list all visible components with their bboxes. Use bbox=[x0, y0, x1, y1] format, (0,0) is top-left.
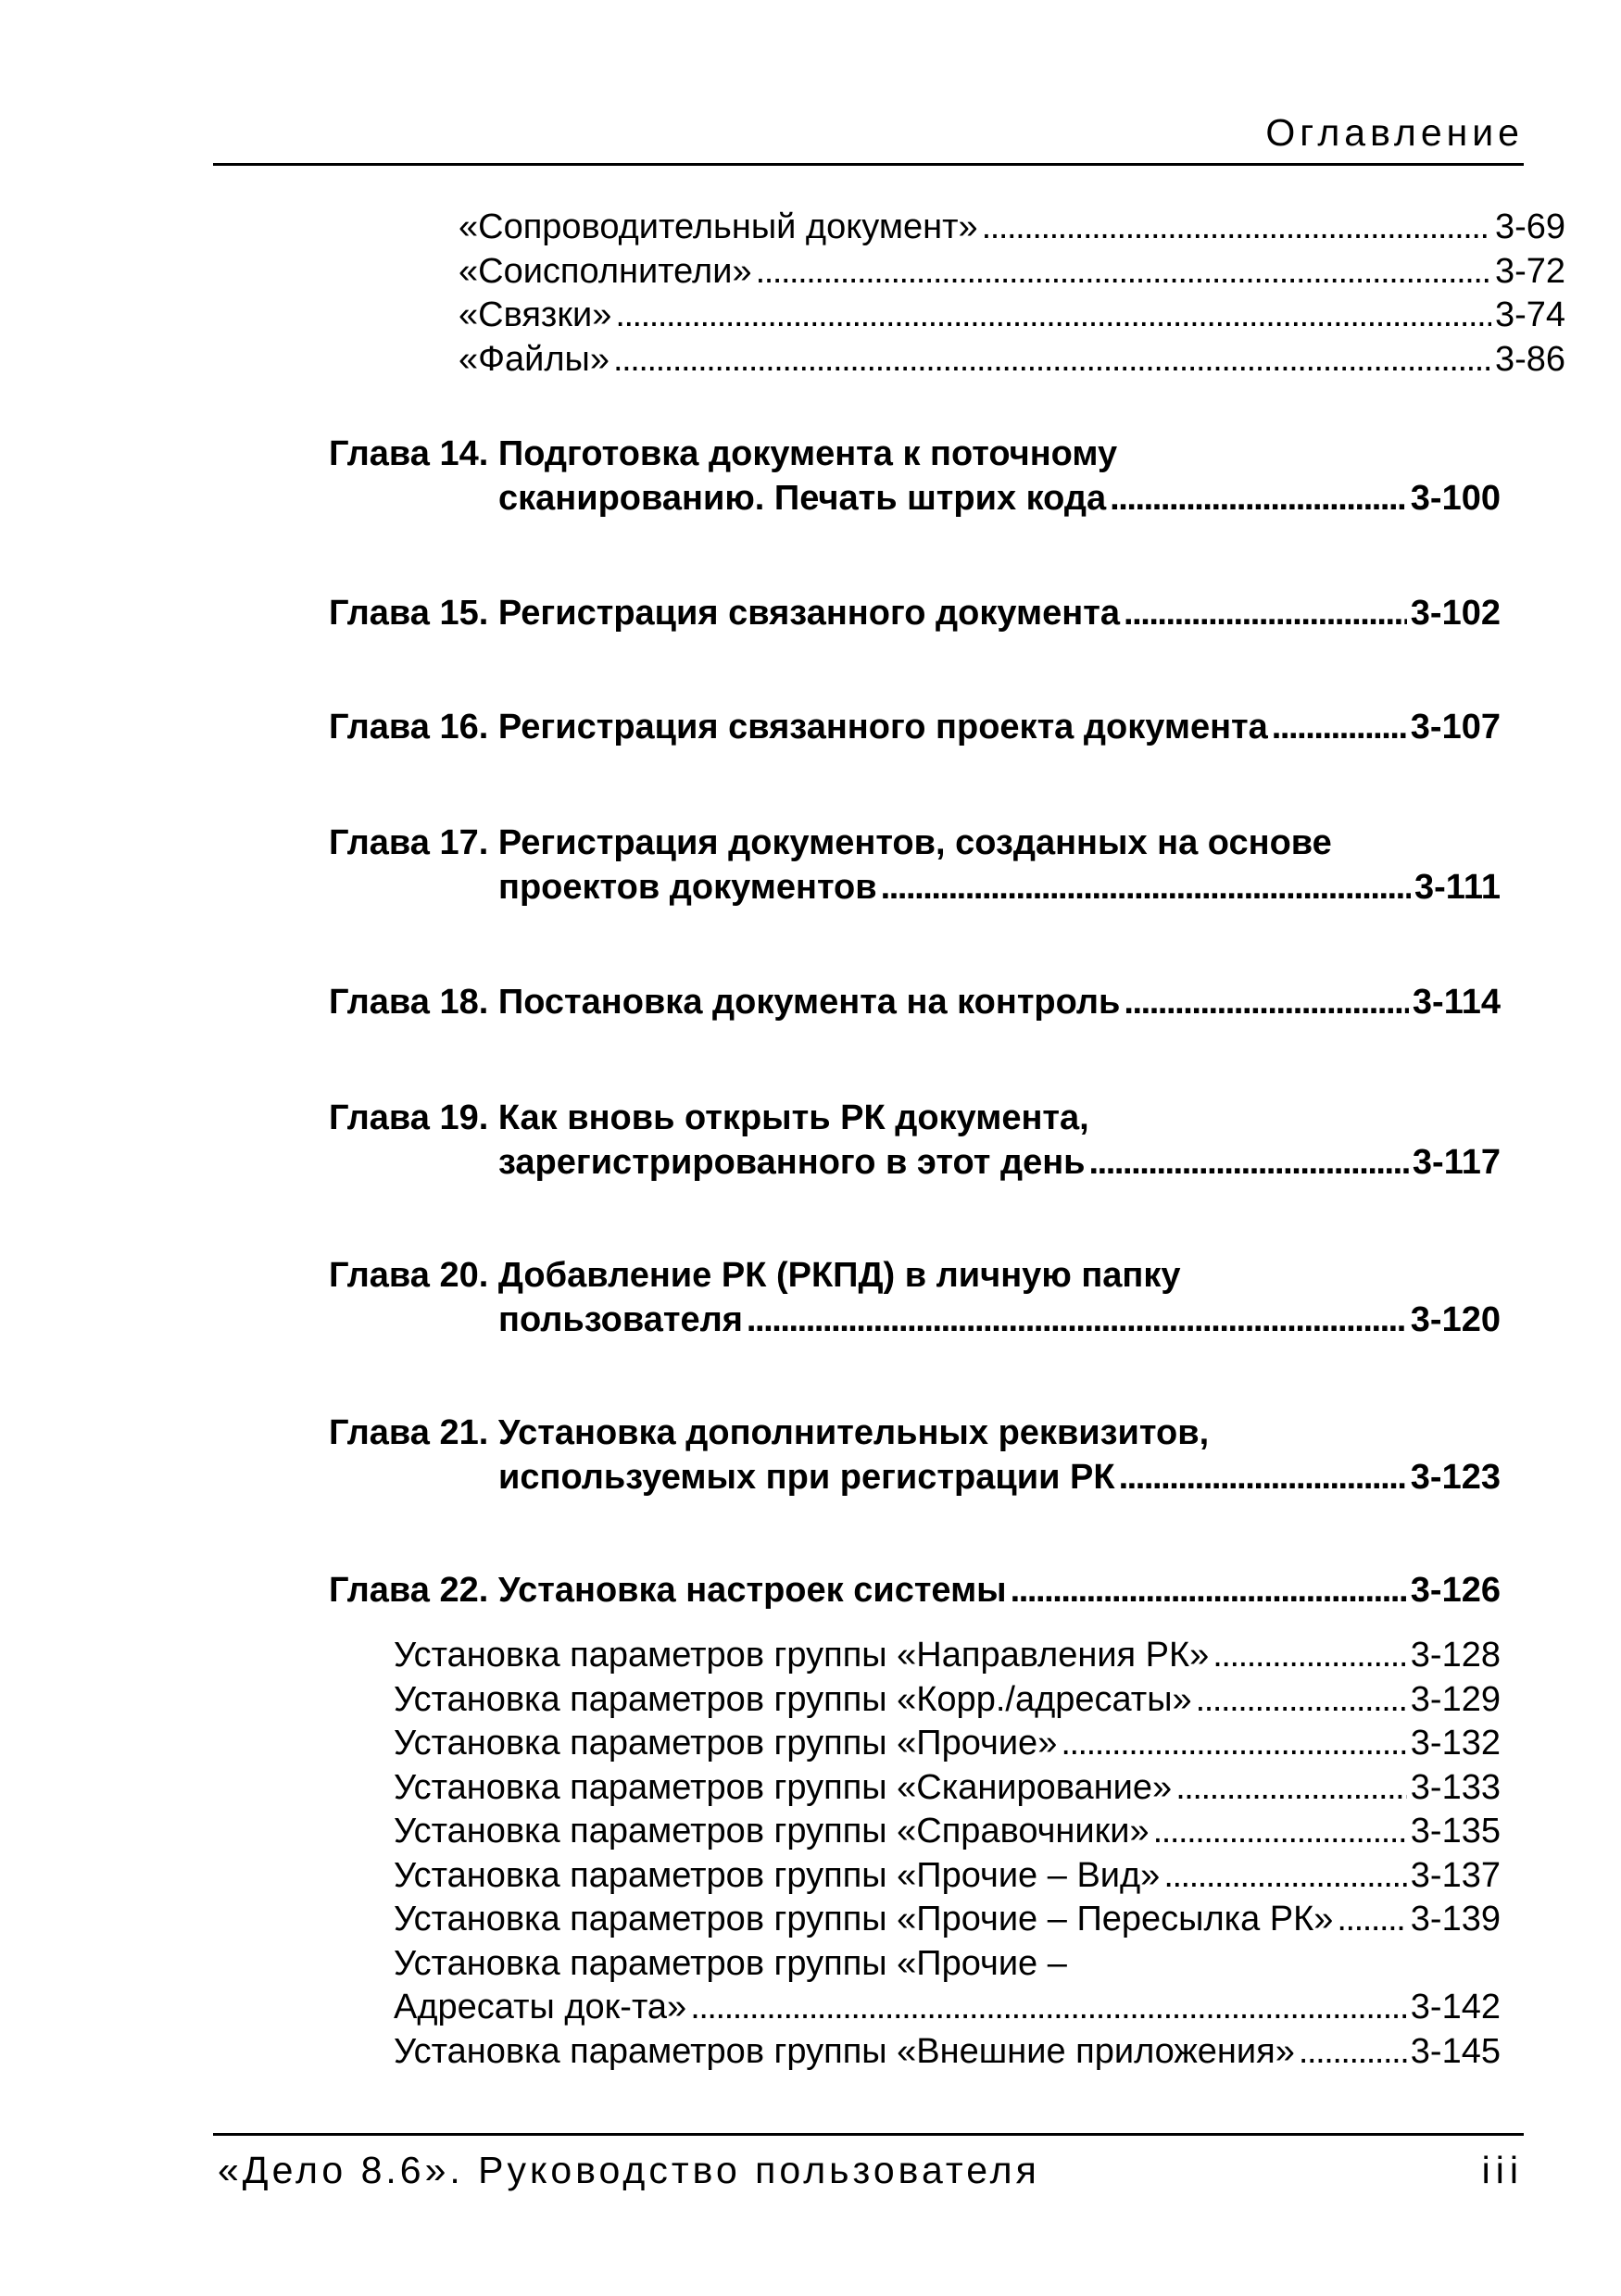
toc-entry[interactable] bbox=[459, 250, 1565, 295]
leader-dots bbox=[1124, 981, 1409, 1025]
toc-entry-text: «Связки» bbox=[459, 295, 612, 334]
chapter-title-line2: используемых при регистрации РК bbox=[498, 1457, 1115, 1497]
toc-entry-text: «Сопроводительный документ» bbox=[459, 207, 978, 246]
toc-entry[interactable] bbox=[459, 294, 1565, 338]
toc-entry-text: Установка параметров группы «Прочие – Пересылка РК» bbox=[394, 1900, 1334, 1938]
page-header bbox=[213, 109, 1524, 166]
toc-entry-page: 3-69 bbox=[1494, 207, 1565, 246]
leader-dots bbox=[1153, 1810, 1407, 1854]
toc-entry-page: 3-145 bbox=[1410, 2031, 1501, 2071]
toc-entry-text: Установка параметров группы «Направления РК» bbox=[394, 1636, 1210, 1675]
chapter-label: Глава 18. bbox=[329, 983, 489, 1022]
leader-dots bbox=[615, 294, 1491, 338]
chapter-page: 3-114 bbox=[1412, 983, 1501, 1022]
chapter-title-line1: Подготовка документа к поточному bbox=[497, 434, 1118, 473]
toc-chapter-20[interactable] bbox=[329, 1254, 1501, 1342]
footer-title: «Дело 8.6». Руководство пользователя bbox=[218, 2149, 1040, 2191]
toc-entry[interactable] bbox=[394, 2030, 1501, 2075]
leader-dots bbox=[1175, 1766, 1407, 1811]
footer-page-number: iii bbox=[1481, 2149, 1524, 2191]
leader-dots bbox=[1061, 1722, 1406, 1766]
chapter-page: 3-117 bbox=[1412, 1142, 1501, 1182]
toc-chapter-19[interactable] bbox=[329, 1097, 1501, 1185]
chapter-label: Глава 20. bbox=[329, 1256, 489, 1295]
toc-entry[interactable] bbox=[459, 338, 1565, 383]
chapter-title-line1: Регистрация документов, созданных на основе bbox=[497, 823, 1332, 862]
toc-entry-text: Установка параметров группы «Корр./адресаты» bbox=[394, 1679, 1192, 1719]
toc-entry-text: Установка параметров группы «Прочие» bbox=[394, 1724, 1058, 1763]
chapter-label: Глава 21. bbox=[329, 1413, 489, 1452]
toc-entry-page: 3-132 bbox=[1410, 1724, 1501, 1763]
toc-entry-text: Установка параметров группы «Сканирование» bbox=[394, 1767, 1173, 1807]
chapter-title-line1: Установка настроек системы bbox=[497, 1571, 1007, 1610]
toc-entry-page: 3-135 bbox=[1410, 1812, 1501, 1851]
toc-entry-page: 3-139 bbox=[1410, 1900, 1501, 1938]
leader-dots bbox=[1089, 1141, 1409, 1186]
chapter-label: Глава 14. bbox=[329, 434, 489, 473]
chapter-label: Глава 15. bbox=[329, 594, 489, 633]
chapter-22-subentries bbox=[394, 1634, 1501, 2074]
toc-entry-page: 3-128 bbox=[1410, 1636, 1501, 1675]
leader-dots bbox=[1011, 1569, 1407, 1613]
toc-chapter-15[interactable] bbox=[329, 592, 1501, 636]
leader-dots bbox=[690, 1986, 1407, 2030]
toc-entry-page: 3-72 bbox=[1494, 251, 1565, 291]
leader-dots bbox=[1337, 1898, 1406, 1942]
chapter-title-line1: Как вновь открыть РК документа, bbox=[497, 1098, 1089, 1137]
leader-dots bbox=[1272, 706, 1407, 750]
toc-entry[interactable] bbox=[394, 1854, 1501, 1899]
toc-entry-text: Установка параметров группы «Справочники» bbox=[394, 1812, 1150, 1851]
toc-entry[interactable] bbox=[459, 206, 1565, 250]
toc-entry[interactable] bbox=[394, 1810, 1501, 1854]
leader-dots bbox=[1163, 1854, 1406, 1899]
leader-dots bbox=[613, 338, 1491, 383]
leader-dots bbox=[881, 866, 1411, 910]
toc-entry-wrapped[interactable] bbox=[394, 1942, 1501, 2030]
toc-chapter-22[interactable] bbox=[329, 1569, 1501, 1613]
leader-dots bbox=[1110, 477, 1407, 521]
toc-entry-text: Установка параметров группы «Прочие – Вид» bbox=[394, 1855, 1161, 1895]
chapter-title-line1: Постановка документа на контроль bbox=[497, 983, 1121, 1022]
leader-dots bbox=[1299, 2030, 1407, 2075]
leader-dots bbox=[1213, 1634, 1407, 1678]
chapter-page: 3-107 bbox=[1410, 708, 1501, 747]
toc-entry-text-line1: Установка параметров группы «Прочие – bbox=[394, 1943, 1067, 1983]
chapter-title-line2: зарегистрированного в этот день bbox=[498, 1142, 1086, 1182]
leader-dots bbox=[1196, 1678, 1407, 1723]
toc-entry[interactable] bbox=[394, 1722, 1501, 1766]
chapter-title-line1: Регистрация связанного проекта документа bbox=[497, 708, 1268, 747]
toc-entry[interactable] bbox=[394, 1766, 1501, 1811]
toc-entry-page: 3-74 bbox=[1494, 295, 1565, 334]
toc-entry[interactable] bbox=[394, 1634, 1501, 1678]
chapter-page: 3-111 bbox=[1414, 867, 1501, 907]
leader-dots bbox=[747, 1299, 1407, 1343]
chapter-page: 3-100 bbox=[1410, 478, 1501, 518]
chapter-page: 3-102 bbox=[1410, 594, 1501, 633]
toc-entry-page: 3-133 bbox=[1410, 1767, 1501, 1807]
chapter-title-line2: проектов документов bbox=[498, 867, 877, 907]
chapter-label: Глава 19. bbox=[329, 1098, 489, 1137]
toc-chapter-17[interactable] bbox=[329, 822, 1501, 910]
chapter-title-line2: сканированию. Печать штрих кода bbox=[498, 478, 1107, 518]
toc-entry-page: 3-137 bbox=[1410, 1855, 1501, 1895]
chapter-label: Глава 17. bbox=[329, 823, 489, 862]
toc-entry-page: 3-86 bbox=[1494, 339, 1565, 379]
toc-entry[interactable] bbox=[394, 1898, 1501, 1942]
toc-chapter-16[interactable] bbox=[329, 706, 1501, 750]
leader-dots bbox=[756, 250, 1491, 295]
page-footer bbox=[213, 2133, 1524, 2191]
leader-dots bbox=[1124, 592, 1407, 636]
toc-entry-page: 3-129 bbox=[1410, 1679, 1501, 1719]
leader-dots bbox=[982, 206, 1491, 250]
chapter-label: Глава 16. bbox=[329, 708, 489, 747]
toc-entry[interactable] bbox=[394, 1678, 1501, 1723]
toc-entry-page: 3-142 bbox=[1410, 1988, 1501, 2026]
chapter-title-line1: Установка дополнительных реквизитов, bbox=[497, 1413, 1210, 1452]
toc-chapter-18[interactable] bbox=[329, 981, 1501, 1025]
toc-entry-text: Установка параметров группы «Внешние приложения» bbox=[394, 2031, 1295, 2071]
toc-chapter-21[interactable] bbox=[329, 1411, 1501, 1499]
chapter-page: 3-123 bbox=[1410, 1457, 1501, 1497]
chapter-title-line1: Регистрация связанного документа bbox=[497, 594, 1120, 633]
chapter-label: Глава 22. bbox=[329, 1571, 489, 1610]
chapter-page: 3-126 bbox=[1410, 1571, 1501, 1610]
toc-entry-text-line2: Адресаты док-та» bbox=[394, 1988, 687, 2026]
leader-dots bbox=[1119, 1456, 1407, 1500]
toc-entry-text: «Файлы» bbox=[459, 339, 610, 379]
toc-entry-text: «Соисполнители» bbox=[459, 251, 752, 291]
header-title: Оглавление bbox=[1265, 111, 1524, 154]
toc-chapter-14[interactable] bbox=[329, 433, 1501, 521]
chapter-title-line2: пользователя bbox=[498, 1299, 743, 1339]
chapter-page: 3-120 bbox=[1410, 1299, 1501, 1339]
chapter-title-line1: Добавление РК (РКПД) в личную папку bbox=[497, 1256, 1181, 1295]
